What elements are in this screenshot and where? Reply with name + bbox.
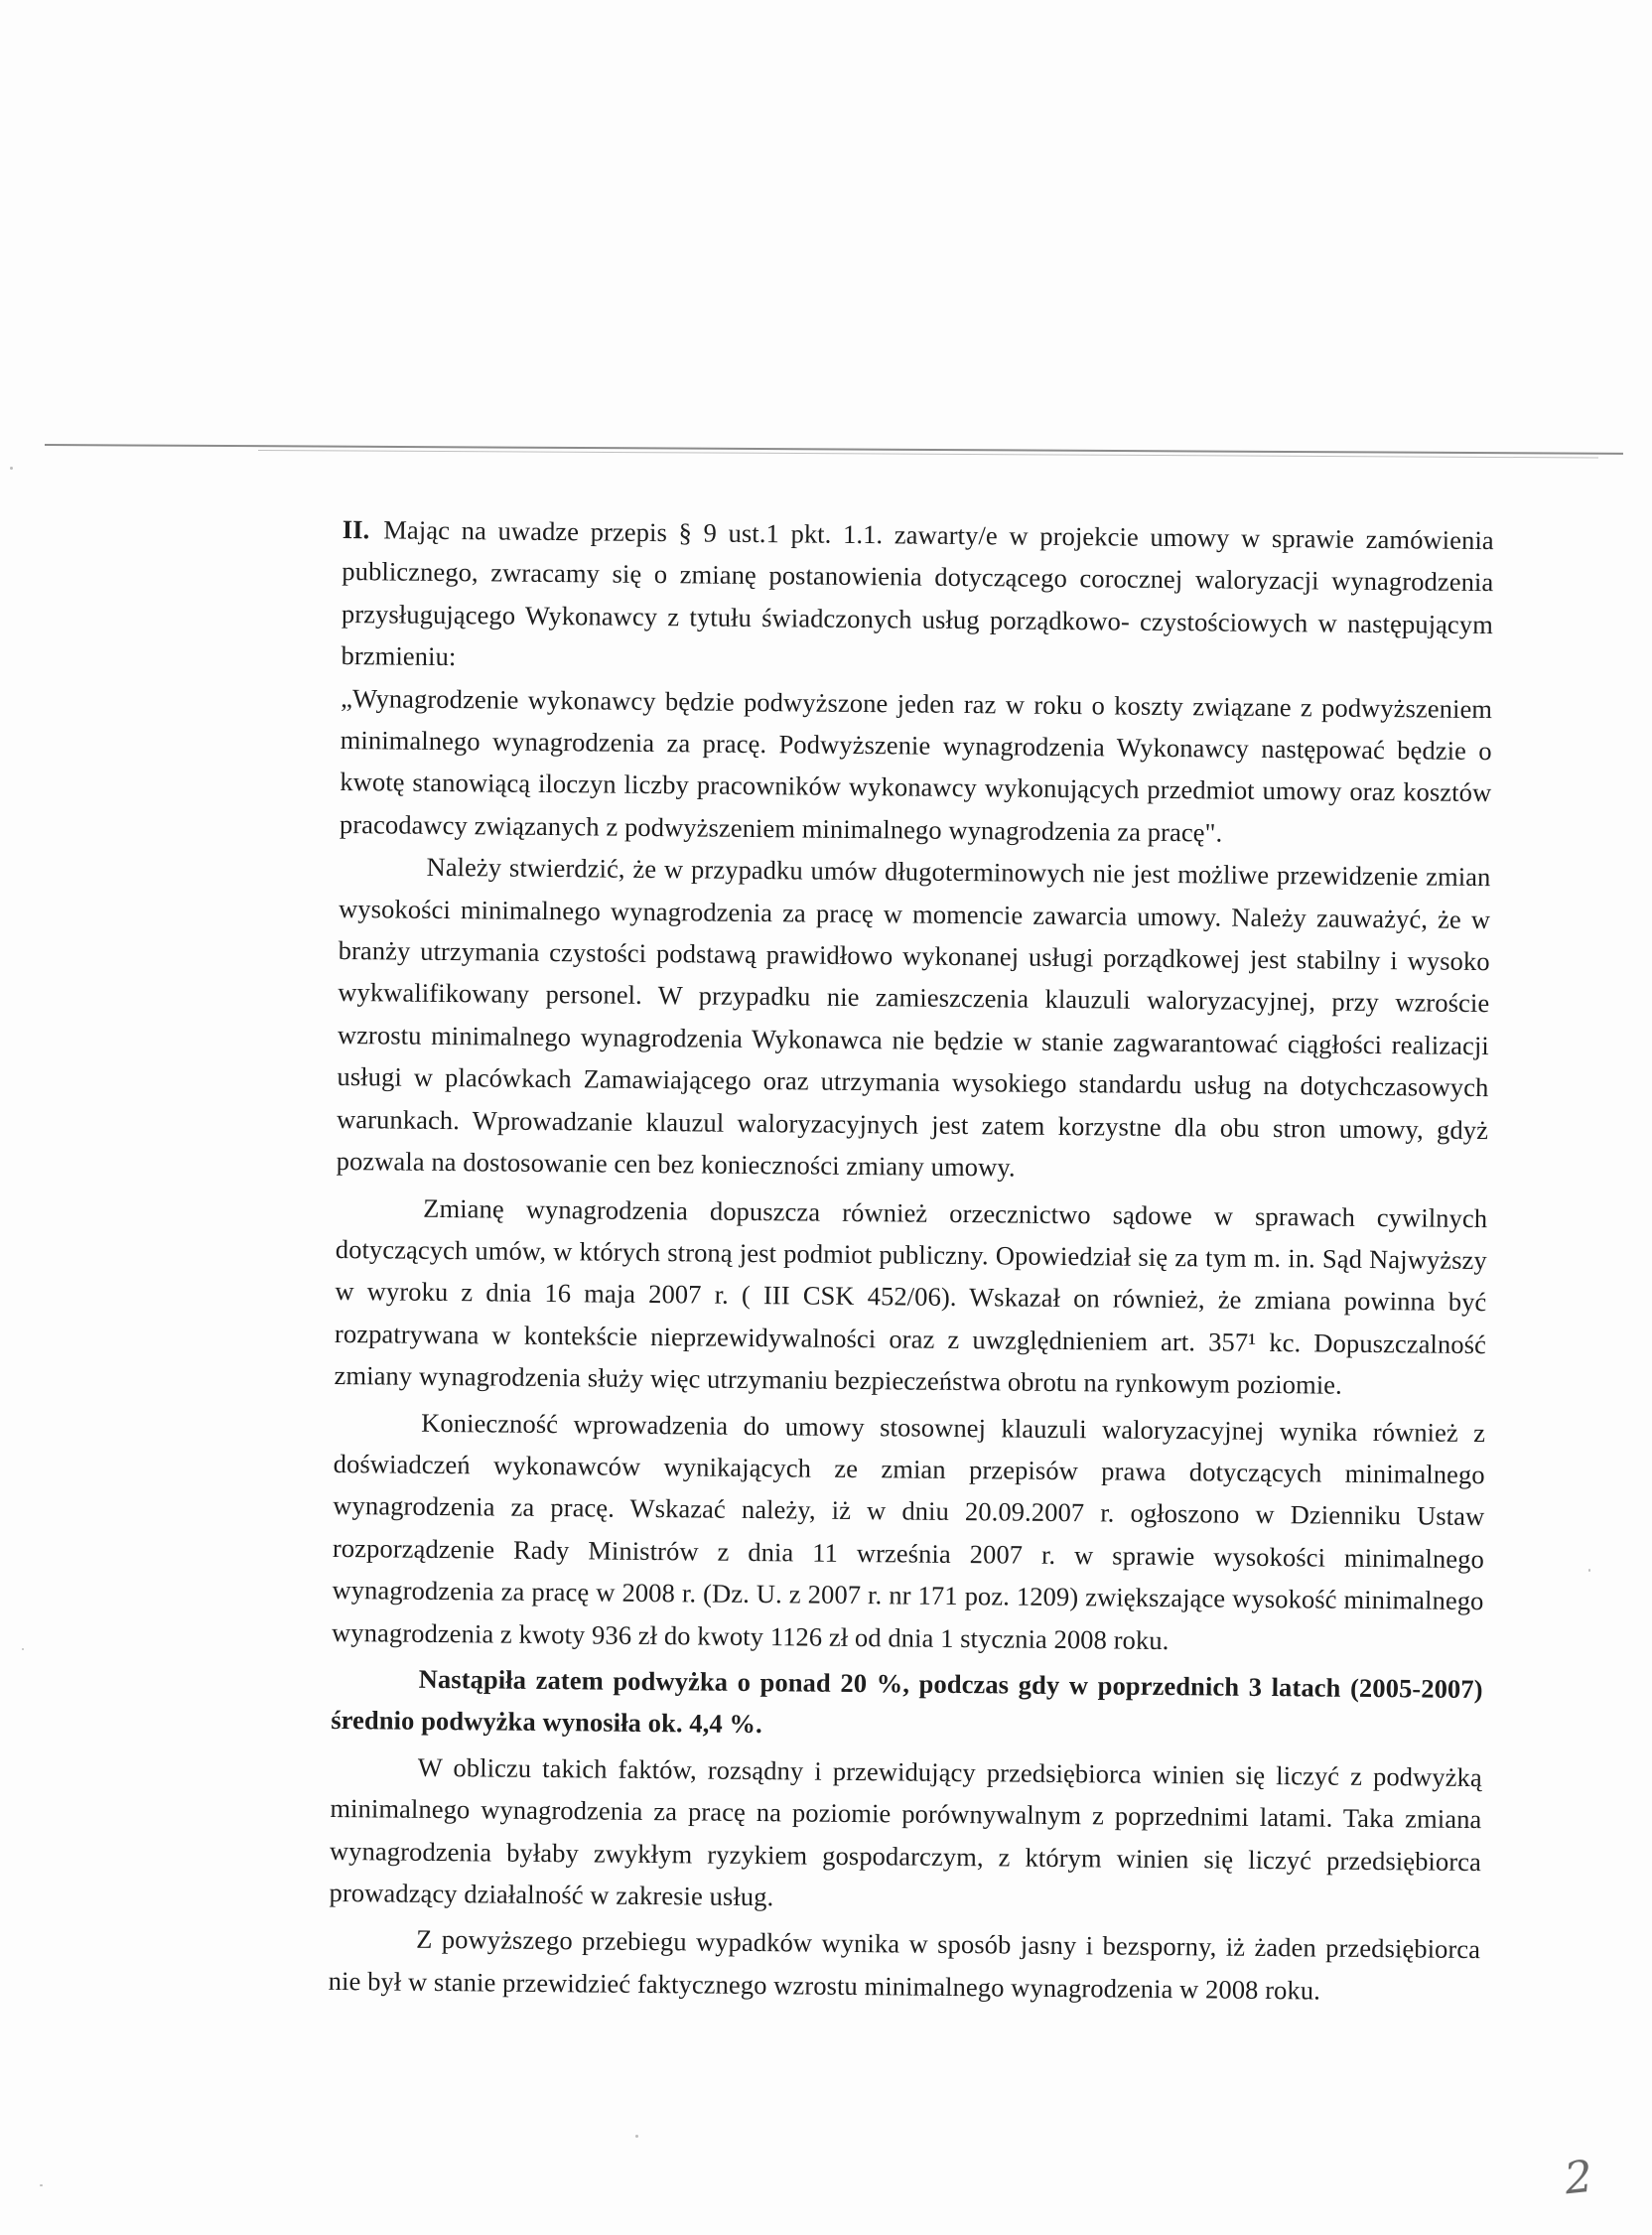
scan-speck <box>22 1648 24 1650</box>
paragraph-3: Należy stwierdzić, że w przypadku umów długoterminowych nie jest możliwe przewidzenie zmian wysokości minimalnego wynagrodzenia za pracę w momencie zawarcia umowy. Należy zauważyć, że w branży utrzymania czystości podstawą prawidłowo wykonanej usługi porządkowej jest stabilny i wysoko wykwalifikowany personel. W przypadku nie zamieszczenia klauzuli waloryzacyjnej, przy wzroście wzrostu minimalnego wynagrodzenia Wykonawca nie będzie w stanie zagwarantować ciągłości realizacji usługi w placówkach Zamawiającego oraz utrzymania wysokiego standardu usług na dotychczasowych warunkach. Wprowadzanie klauzul waloryzacyjnych jest zatem korzystne dla obu stron umowy, gdyż pozwala na dostosowanie cen bez konieczności zmiany umowy. <box>336 852 1491 1183</box>
paragraph-7: W obliczu takich faktów, rozsądny i przewidujący przedsiębiorca winien się liczyć z podwyżką minimalnego wynagrodzenia za pracę na poziomie porównywalnym z poprzednimi latami. Taka zmiana wynagrodzenia byłaby zwykłym ryzykiem gospodarczym, z którym winien się liczyć przedsiębiorca prowadzący działalność w zakresie usług. <box>329 1751 1482 1912</box>
paragraph-1 <box>341 508 1494 688</box>
paragraph-4: Zmianę wynagrodzenia dopuszcza również orzecznictwo sądowe w sprawach cywilnych dotyczących umów, w których stroną jest podmiot publiczny. Opowiedział się za tym m. in. Sąd Najwyższy w wyroku z dnia 16 maja 2007 r. ( III CSK 452/06). Wskazał on również, że zmiana powinna być rozpatrywana w kontekście nieprzewidywalności oraz z uwzględnieniem art. 357¹ kc. Dopuszczalność zmiany wynagrodzenia służy więc utrzymaniu bezpieczeństwa obrotu na rynkowym poziomie. <box>334 1192 1488 1400</box>
document-body <box>329 508 1494 2013</box>
paragraph-2: „Wynagrodzenie wykonawcy będzie podwyższone jeden raz w roku o koszty związane z podwyższeniem minimalnego wynagrodzenia za pracę. Podwyższenie wynagrodzenia Wykonawcy następować będzie o kwotę stanowiącą iloczyn liczby pracowników wykonawcy wykonujących przedmiot umowy oraz kosztów pracodawcy związanych z podwyższeniem minimalnego wynagrodzenia za pracę". <box>339 682 1493 848</box>
scan-speck <box>40 2184 43 2186</box>
paragraph-1-text: Mając na uwadze przepis § 9 ust.1 pkt. 1.1. zawarty/e w projekcie umowy w sprawie zamówienia publicznego, zwracamy się o zmianę postanowienia dotyczącego corocznej waloryzacji wynagrodzenia przysługującego Wykonawcy z tytułu świadczonych usług porządkowo- czystościowych w następującym brzmieniu: <box>341 514 1494 672</box>
scan-speck <box>1588 1569 1590 1572</box>
paragraph-8: Z powyższego przebiegu wypadków wynika w sposób jasny i bezsporny, iż żaden przedsiębiorca nie był w stanie przewidzieć faktycznego wzrostu minimalnego wynagrodzenia w 2008 roku. <box>328 1924 1481 2006</box>
paragraph-5: Konieczność wprowadzenia do umowy stosownej klauzuli waloryzacyjnej wynika również z doświadczeń wykonawców wynikających ze zmian przepisów prawa dotyczących minimalnego wynagrodzenia za pracę. Wskazać należy, iż w dniu 20.09.2007 r. ogłoszono w Dzienniku Ustaw rozporządzenie Rady Ministrów z dnia 11 września 2007 r. w sprawie wysokości minimalnego wynagrodzenia za pracę w 2008 r. (Dz. U. z 2007 r. nr 171 poz. 1209) zwiększające wysokość minimalnego wynagrodzenia z kwoty 936 zł do kwoty 1126 zł od dnia 1 stycznia 2008 roku. <box>331 1407 1486 1655</box>
scan-speck <box>10 467 13 470</box>
paragraph-6-emphasis: Nastąpiła zatem podwyżka o ponad 20 %, podczas gdy w poprzednich 3 latach (2005-2007) średnio podwyżka wynosiła ok. 4,4 %. <box>331 1663 1483 1740</box>
scan-speck <box>635 2135 638 2138</box>
section-marker: II. <box>342 513 370 545</box>
page-number: 2 <box>1562 2151 1595 2205</box>
